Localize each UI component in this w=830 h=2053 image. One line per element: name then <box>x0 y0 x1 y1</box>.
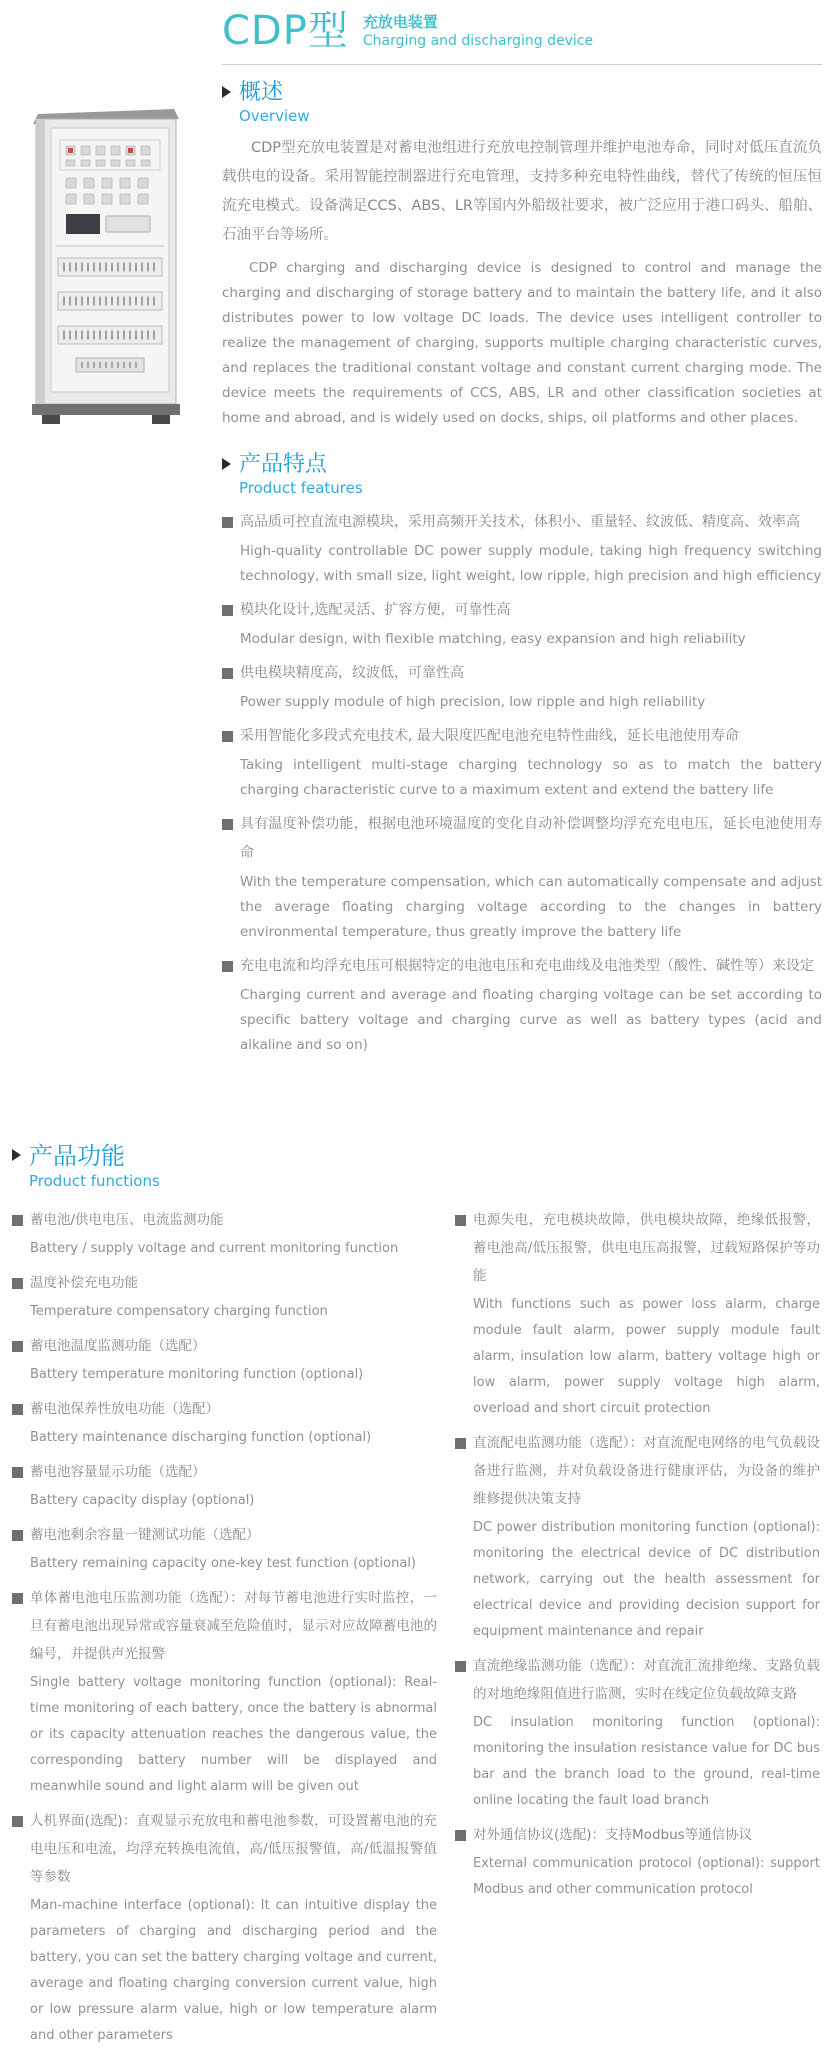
function-text-cn: 对外通信协议(选配)：支持Modbus等通信协议 <box>473 1827 753 1843</box>
features-title-en: Product features <box>239 479 363 497</box>
overview-paragraph-en: CDP charging and discharging device is designed to control and manage the charging and discharging of storage battery and to maintain the battery life, and it also distributes power to low voltage DC loads. The device uses intelligent controller to realize the management of charging, supports multiple charging characteristic curves, and replaces the traditional constant voltage and constant current charging mode. The device meets the requirements of CCS, ABS, LR and other classification societies at home and abroad, and is widely used on docks, ships, oil platforms and other places. <box>222 260 822 426</box>
function-item <box>12 1206 437 1266</box>
header-divider <box>222 64 822 65</box>
function-item <box>12 1269 437 1329</box>
feature-text-cn: 高品质可控直流电源模块，采用高频开关技术，体积小、重量轻、纹波低、精度高、效率高 <box>240 514 800 530</box>
function-item <box>455 1821 820 1907</box>
function-text-en: DC insulation monitoring function (optional): monitoring the insulation resistance value for DC bus bar and the branch load to the ground, real-time online locating the fault load branch <box>473 1715 820 1808</box>
function-text-cn: 单体蓄电池电压监测功能（选配）：对每节蓄电池进行实时监控，一旦有蓄电池出现异常或容量衰减至危险值时，显示对应故障蓄电池的编号，并提供声光报警 <box>30 1590 437 1662</box>
feature-text-cn: 供电模块精度高，纹波低，可靠性高 <box>240 665 464 681</box>
function-item <box>12 1521 437 1581</box>
functions-right-column <box>455 1203 820 2053</box>
functions-title-cn: 产品功能 <box>29 1142 125 1170</box>
function-text-cn: 直流绝缘监测功能（选配）：对直流汇流排绝缘、支路负载的对地绝缘阻值进行监测，实时在线定位负载故障支路 <box>473 1658 820 1702</box>
function-text-en: External communication protocol (optional): support Modbus and other communication protocol <box>473 1856 820 1897</box>
page-header <box>222 8 822 54</box>
function-item <box>12 1458 437 1518</box>
feature-item <box>222 508 822 593</box>
function-text-cn: 直流配电监测功能（选配）：对直流配电网络的电气负载设备进行监测，并对负载设备进行健康评估，为设备的维护维修提供决策支持 <box>473 1435 820 1507</box>
feature-item-body <box>240 596 746 656</box>
bullet-square-icon <box>12 1593 23 1604</box>
features-title-cn: 产品特点 <box>239 452 328 477</box>
function-item-body <box>30 1206 398 1266</box>
function-item <box>12 1584 437 1804</box>
product-subtitle-cn: 充放电装置 <box>362 13 438 31</box>
feature-text-cn: 采用智能化多段式充电技术, 最大限度匹配电池充电特性曲线，延长电池使用寿命 <box>240 728 739 744</box>
bullet-square-icon <box>12 1530 23 1541</box>
product-photo <box>26 106 186 428</box>
function-text-en: Single battery voltage monitoring function (optional): Real-time monitoring of each battery, once the battery is abnormal or its capacity attenuation reaches the dangerous value, the corresponding battery number will be displayed and meanwhile sound and light alarm will be given out <box>30 1675 437 1794</box>
bullet-square-icon <box>222 731 233 742</box>
overview-section-heading <box>222 79 822 126</box>
overview-paragraph-cn: CDP型充放电装置是对蓄电池组进行充放电控制管理并维护电池寿命，同时对低压直流负载供电的设备。采用智能控制器进行充电管理，支持多种充电特性曲线，替代了传统的恒压恒流充电模式。设备满足CCS、ABS、LR等国内外船级社要求，被广泛应用于港口码头、船舶、石油平台等场所。 <box>222 140 822 243</box>
function-item-body <box>473 1429 820 1649</box>
bullet-square-icon <box>222 961 233 972</box>
function-text-en: Battery remaining capacity one-key test function (optional) <box>30 1556 416 1571</box>
function-text-en: With functions such as power loss alarm, charge module fault alarm, power supply module fault alarm, insulation low alarm, battery voltage high or low alarm, power supply voltage high alarm, overload and short circuit protection <box>473 1297 820 1416</box>
feature-item-body <box>240 508 822 593</box>
function-item <box>455 1429 820 1649</box>
function-item <box>12 1332 437 1392</box>
bullet-square-icon <box>455 1661 466 1672</box>
function-text-en: Temperature compensatory charging function <box>30 1304 328 1319</box>
feature-item-body <box>240 722 822 807</box>
function-text-en: Battery capacity display (optional) <box>30 1493 255 1508</box>
bullet-square-icon <box>222 819 233 830</box>
overview-title-en: Overview <box>239 107 310 125</box>
bullet-square-icon <box>12 1215 23 1226</box>
feature-text-en: Taking intelligent multi-stage charging technology so as to match the battery charging characteristic curve to a maximum extent and extend the battery life <box>240 757 822 798</box>
function-item-body <box>30 1395 371 1455</box>
section-arrow-icon <box>222 86 231 98</box>
charging-cabinet-illustration <box>26 106 186 428</box>
feature-text-en: High-quality controllable DC power supply module, taking high frequency switching technology, with small size, light weight, low ripple, high precision and high efficiency <box>240 543 822 584</box>
function-text-en: Man-machine interface (optional): It can intuitive display the parameters of charging and discharging period and the battery, you can set the battery charging voltage and current, average and floating charging conversion current value, high or low pressure alarm value, high or low temperature alarm and other parameters <box>30 1898 437 2043</box>
feature-text-cn: 模块化设计,选配灵活、扩容方便，可靠性高 <box>240 602 511 618</box>
bullet-square-icon <box>222 517 233 528</box>
bullet-square-icon <box>12 1278 23 1289</box>
functions-columns <box>12 1203 820 2053</box>
product-model-title: CDP型 <box>222 8 349 54</box>
bullet-square-icon <box>12 1341 23 1352</box>
functions-titles <box>29 1142 160 1191</box>
feature-item-body <box>240 952 822 1062</box>
bullet-square-icon <box>222 668 233 679</box>
function-text-cn: 蓄电池温度监测功能（选配） <box>30 1338 206 1354</box>
section-arrow-icon <box>222 458 231 470</box>
function-text-en: Battery / supply voltage and current monitoring function <box>30 1241 399 1256</box>
bullet-square-icon <box>455 1438 466 1449</box>
main-column <box>222 8 822 1062</box>
function-text-cn: 人机界面(选配)：直观显示充放电和蓄电池参数，可设置蓄电池的充电电压和电流，均浮充转换电流值，高/低压报警值，高/低温报警值等参数 <box>30 1813 437 1885</box>
feature-text-en: With the temperature compensation, which can automatically compensate and adjust the average floating charging voltage according to the changes in battery environmental temperature, thus greatly improve the battery life <box>240 874 822 940</box>
product-subtitle-en: Charging and discharging device <box>362 33 594 49</box>
product-subtitle <box>363 13 593 50</box>
feature-item <box>222 952 822 1062</box>
function-item <box>455 1652 820 1818</box>
bullet-square-icon <box>222 605 233 616</box>
function-text-cn: 蓄电池保养性放电功能（选配） <box>30 1401 219 1417</box>
function-item-body <box>473 1652 820 1818</box>
feature-item <box>222 596 822 656</box>
feature-item <box>222 659 822 719</box>
function-item <box>12 1807 437 2053</box>
feature-item <box>222 722 822 807</box>
function-text-cn: 蓄电池容量显示功能（选配） <box>30 1464 206 1480</box>
function-text-cn: 蓄电池/供电电压、电流监测功能 <box>30 1212 224 1228</box>
function-text-cn: 蓄电池剩余容量一键测试功能（选配） <box>30 1527 260 1543</box>
overview-title-cn: 概述 <box>239 80 284 105</box>
feature-item-body <box>240 659 705 719</box>
features-section-heading <box>222 451 822 498</box>
features-list <box>222 508 822 1062</box>
bullet-square-icon <box>12 1816 23 1827</box>
functions-title-en: Product functions <box>29 1172 160 1190</box>
function-text-en: Battery maintenance discharging function (optional) <box>30 1430 372 1445</box>
feature-text-en: Charging current and average and floating charging voltage can be set according to specific battery voltage and charging curve as well as battery types (acid and alkaline and so on) <box>240 987 822 1053</box>
function-item-body <box>30 1521 416 1581</box>
function-item <box>455 1206 820 1426</box>
function-item-body <box>473 1821 820 1907</box>
function-text-cn: 电源失电，充电模块故障，供电模块故障，绝缘低报警，蓄电池高/低压报警，供电电压高报警，过载短路保护等功能 <box>473 1212 820 1284</box>
function-text-en: DC power distribution monitoring function (optional): monitoring the electrical device of DC distribution network, carrying out the health assessment for electrical device and providing decision support for equipment maintenance and repair <box>473 1520 820 1639</box>
feature-item-body <box>240 810 822 949</box>
bullet-square-icon <box>455 1830 466 1841</box>
function-item <box>12 1395 437 1455</box>
function-text-en: Battery temperature monitoring function (optional) <box>30 1367 364 1382</box>
bullet-square-icon <box>12 1404 23 1415</box>
section-arrow-icon <box>12 1149 21 1161</box>
function-item-body <box>30 1269 328 1329</box>
feature-item <box>222 810 822 949</box>
function-text-cn: 温度补偿充电功能 <box>30 1275 138 1291</box>
bullet-square-icon <box>455 1215 466 1226</box>
feature-text-en: Modular design, with flexible matching, easy expansion and high reliability <box>240 631 746 647</box>
bullet-square-icon <box>12 1467 23 1478</box>
features-titles <box>239 451 363 498</box>
functions-section-heading <box>12 1142 820 1191</box>
functions-section <box>12 1142 820 2053</box>
function-item-body <box>30 1332 363 1392</box>
functions-left-column <box>12 1203 437 2053</box>
feature-text-cn: 具有温度补偿功能，根据电池环境温度的变化自动补偿调整均浮充充电电压，延长电池使用寿命 <box>240 816 822 861</box>
function-item-body <box>30 1584 437 1804</box>
function-item-body <box>473 1206 820 1426</box>
feature-text-cn: 充电电流和均浮充电压可根据特定的电池电压和充电曲线及电池类型（酸性、碱性等）来设定 <box>240 958 814 974</box>
function-item-body <box>30 1458 254 1518</box>
feature-text-en: Power supply module of high precision, low ripple and high reliability <box>240 694 706 710</box>
overview-titles <box>239 79 310 126</box>
function-item-body <box>30 1807 437 2053</box>
